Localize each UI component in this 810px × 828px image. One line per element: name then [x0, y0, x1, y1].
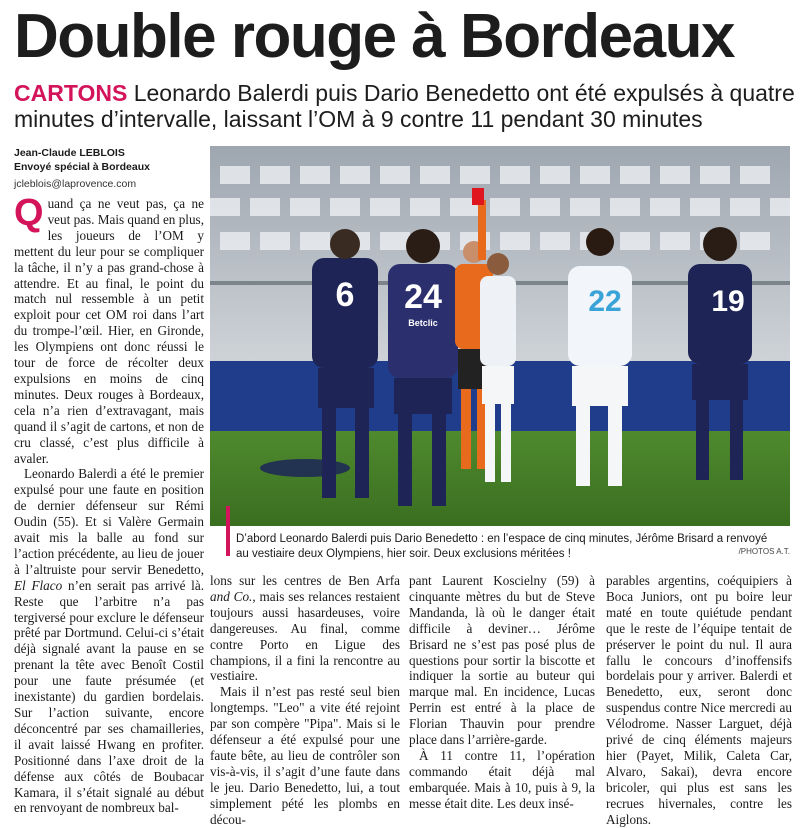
- jersey-number-22: 22: [588, 285, 622, 318]
- paragraph-text: uand ça ne veut pas, ça ne veut pas. Mais quand en plus, les joueurs de l’OM y mettent du leur pour se compliquer la tâche, il n’y a pas grand-chose à attendre. Et au final, le point du match nul ressemble à un petit exploit pour cet OM roi dans l’art du trompe-l’œil. Hier, en Gironde, les Olympiens ont donc réussi le tour de force de récolter deux expulsions en moins de cinq minutes. Deux rouges à Bordeaux, cela n’a rien d’extravagant, mais quand il s’agit de cartons, et non de cru classé, c’est plus difficile à avaler.: [14, 196, 204, 466]
- paragraph: pant Laurent Koscielny (59) à cinquante mètres du but de Steve Mandanda, là où le danger était difficile à deviner… Jérôme Brisard ne s’est pas posé plus de questions pour sortir la biscotte et indiquer la sortie au buteur qui marque mal. En incidence, Lucas Perrin est entré à la place de Florian Thauvin pour prendre place dans l’arrière-garde.: [409, 573, 595, 748]
- italic-text: and Co.: [210, 588, 253, 604]
- deck-text: Leonardo Balerdi puis Dario Benedetto ont été expulsés à quatre minutes d’intervalle, laissant l’OM à 9 contre 11 pendant 30 minutes: [14, 80, 795, 132]
- article-column-1: [14, 192, 204, 816]
- kicker: CARTONS: [14, 80, 128, 106]
- dropcap: Q: [14, 192, 44, 234]
- author: Jean-Claude LEBLOIS: [14, 147, 125, 159]
- jersey-number-24: 24: [404, 278, 442, 316]
- byline: [14, 146, 204, 191]
- photo-caption: D’abord Leonardo Balerdi puis Dario Benedetto : en l’espace de cinq minutes, Jérôme Brisard a renvoyé au vestiaire deux Olympiens, hier soir. Deux exclusions méritées !: [236, 533, 768, 560]
- article-column-2: [210, 573, 400, 828]
- paragraph-text: , mais ses relances restaient toujours aussi hasardeuses, voire dangereuses. Au final, comme contre Porto en Ligue des champions, il a fini la rencontre au vestiaire.: [210, 588, 401, 684]
- paragraph-text: lons sur les centres de Ben Arfa: [210, 573, 400, 588]
- paragraph-text: Leonardo Balerdi a été le premier expulsé pour une faute en position de dernier défenseur sur Rémi Oudin (55). Et si Valère Germain avait mis la balle au fond sur l’action précédente, au lieu de jouer à l’altruiste pour servir Benedetto,: [14, 466, 204, 577]
- caption-accent-bar: [226, 506, 230, 556]
- match-photo: [210, 146, 790, 526]
- paragraph-text: n’en serait pas arrivé là. Reste que l’arbitre n’a pas tergiversé pour exclure le défenseur prêté par Dortmund. Celui-ci s’était déjà signalé avant la pause en se prenant la tête avec Benoît Costil pour une faute présumée (et inexistante) du gardien bordelais. Sur l’action suivante, encore déconcentré par ses chamailleries, il avait laissé Hwang en profiter. Positionné dans l’axe droit de la défense aux côtés de Boubacar Kamara, il s’était signalé au début en renvoyant de nombreux bal-: [14, 577, 204, 816]
- deck: [14, 80, 799, 132]
- headline: Double rouge à Bordeaux: [14, 2, 734, 71]
- paragraph: [14, 466, 204, 816]
- article-column-4: [606, 573, 792, 828]
- photo-illustration: [210, 146, 790, 526]
- photo-credit: /PHOTOS A.T.: [738, 547, 790, 556]
- sponsor-label: Betclic: [408, 318, 438, 328]
- paragraph: parables argentins, coéquipiers à Boca Juniors, ont pu boire leur maté en toute quiétude pendant que le reste de l’équipe tentait de préserver le point du nul. Il aura fallu le concours d’inoffensifs bordelais pour y arriver. Balerdi et Benedetto, eux, seront donc suspendus contre Nice mercredi au Vélodrome. Nasser Larguet, déjà privé de cinq éléments majeurs hier (Payet, Milik, Caleta Car, Alvaro, Sakai), devra encore bricoler, qui plus est sans les recrues hivernales, contre les Aiglons.: [606, 573, 792, 827]
- red-card: [472, 188, 484, 205]
- jersey-number-19: 19: [711, 285, 745, 318]
- jersey-number-6: 6: [335, 276, 355, 314]
- paragraph: [14, 192, 204, 466]
- author-role: Envoyé spécial à Bordeaux: [14, 161, 150, 173]
- paragraph: Mais il n’est pas resté seul bien longtemps. "Leo" a vite été rejoint par son compère "Pipa". Mais si le défenseur a été expulsé pour une faute bête, au lieu de contrôler son vis-à-vis, il s’agit d’une faute dans le jeu. Dario Benedetto, lui, a tout simplement pété les plombs en décou-: [210, 684, 400, 827]
- paragraph: À 11 contre 11, l’opération commando était déjà mal embarquée. Mais à 10, puis à 9, la messe était dite. Les deux insé-: [409, 747, 595, 811]
- italic-text: El Flaco: [14, 577, 63, 593]
- paragraph: [210, 573, 400, 684]
- article-column-3: [409, 573, 595, 812]
- author-email[interactable]: jcleblois@laprovence.com: [14, 178, 137, 190]
